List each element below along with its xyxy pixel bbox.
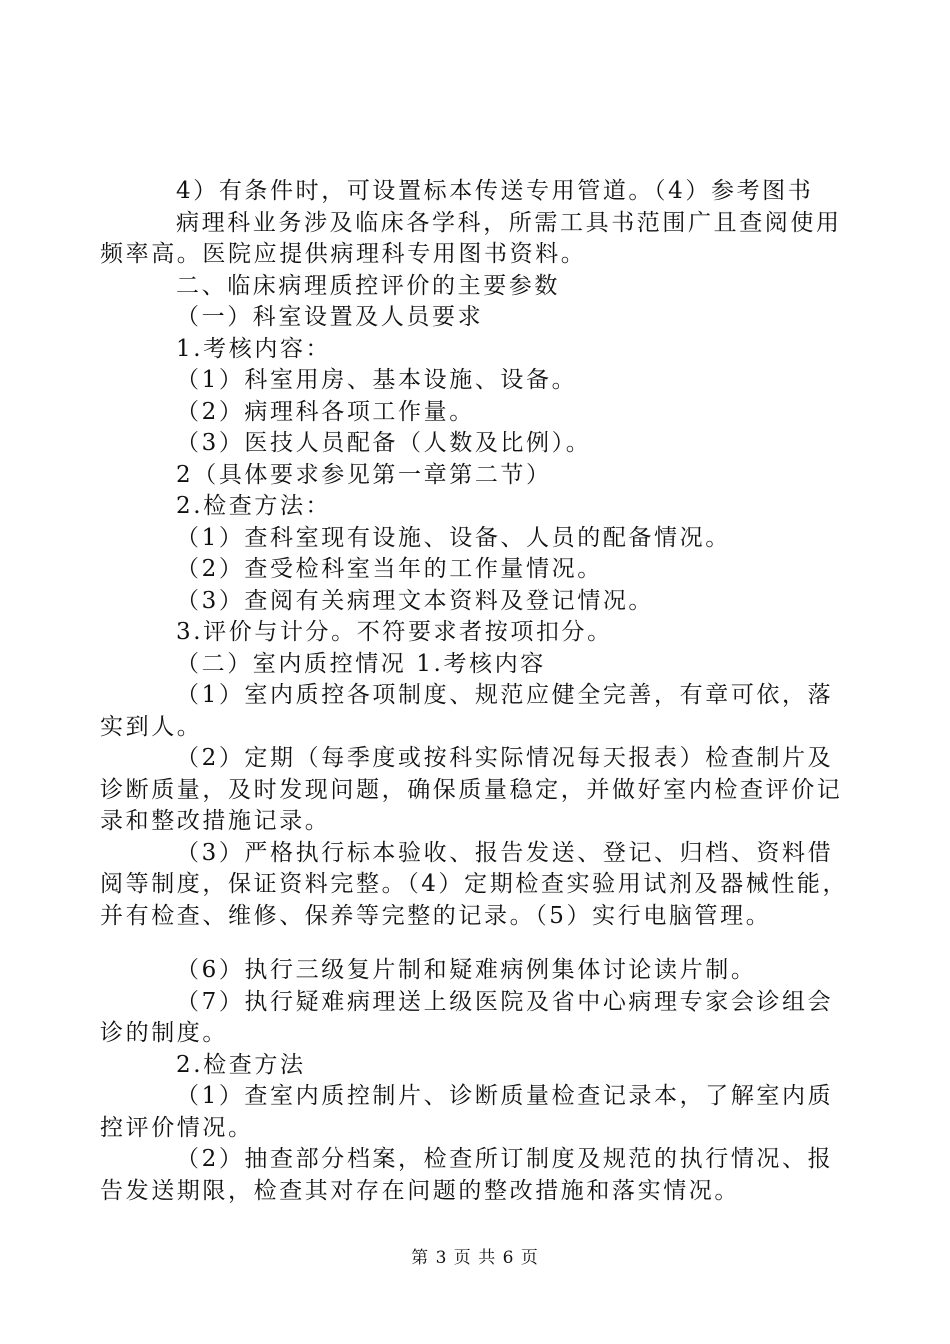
list-item: （1）查科室现有设施、设备、人员的配备情况。	[176, 524, 731, 551]
paragraph: 2.检查方法：	[176, 493, 332, 519]
paragraph: 3.评价与计分。不符要求者按项扣分。	[176, 619, 613, 645]
document-body	[100, 176, 850, 1207]
list-item: （3）严格执行标本验收、报告发送、登记、归档、资料借阅等制度，保证资料完整。（4）定期检查实验用试剂及器械性能，并有检查、维修、保养等完整的记录。（5）实行电脑管理。	[100, 839, 849, 929]
paragraph: 1.考核内容：	[176, 335, 332, 362]
paragraph: 2.检查方法	[176, 1051, 306, 1078]
list-item: （2）查受检科室当年的工作量情况。	[176, 556, 603, 582]
list-item: （1）室内质控各项制度、规范应健全完善，有章可依，落实到人。	[100, 682, 834, 740]
section-heading: 二、临床病理质控评价的主要参数	[176, 272, 560, 299]
subsection-heading: （二）室内质控情况 1.考核内容	[176, 650, 546, 677]
page-footer: 第 3 页 共 6 页	[411, 1248, 539, 1268]
paragraph: 4）有条件时，可设置标本传送专用管道。（4）参考图书	[176, 178, 814, 204]
list-item: （6）执行三级复片制和疑难病例集体讨论读片制。	[176, 957, 757, 983]
paragraph-gap	[100, 932, 850, 955]
list-item: （1）科室用房、基本设施、设备。	[176, 367, 578, 393]
paragraph: 病理科业务涉及临床各学科，所需工具书范围广且查阅使用频率高。医院应提供病理科专用图书资料。	[100, 209, 842, 267]
list-item: （2）定期（每季度或按科实际情况每天报表）检查制片及诊断质量，及时发现问题，确保质量稳定，并做好室内检查评价记录和整改措施记录。	[100, 745, 843, 834]
list-item: （3）查阅有关病理文本资料及登记情况。	[176, 587, 655, 614]
list-item: （3）医技人员配备（人数及比例）。	[176, 430, 592, 456]
list-item: （7）执行疑难病理送上级医院及省中心病理专家会诊组会诊的制度。	[100, 988, 834, 1046]
list-item: （1）查室内质控制片、诊断质量检查记录本，了解室内质控评价情况。	[100, 1083, 834, 1141]
list-item: （2）病理科各项工作量。	[176, 398, 475, 425]
paragraph: 2（具体要求参见第一章第二节）	[176, 461, 552, 488]
list-item: （2）抽查部分档案，检查所订制度及规范的执行情况、报告发送期限，检查其对存在问题的整改措施和落实情况。	[100, 1146, 834, 1204]
subsection-heading: （一）科室设置及人员要求	[176, 304, 484, 330]
